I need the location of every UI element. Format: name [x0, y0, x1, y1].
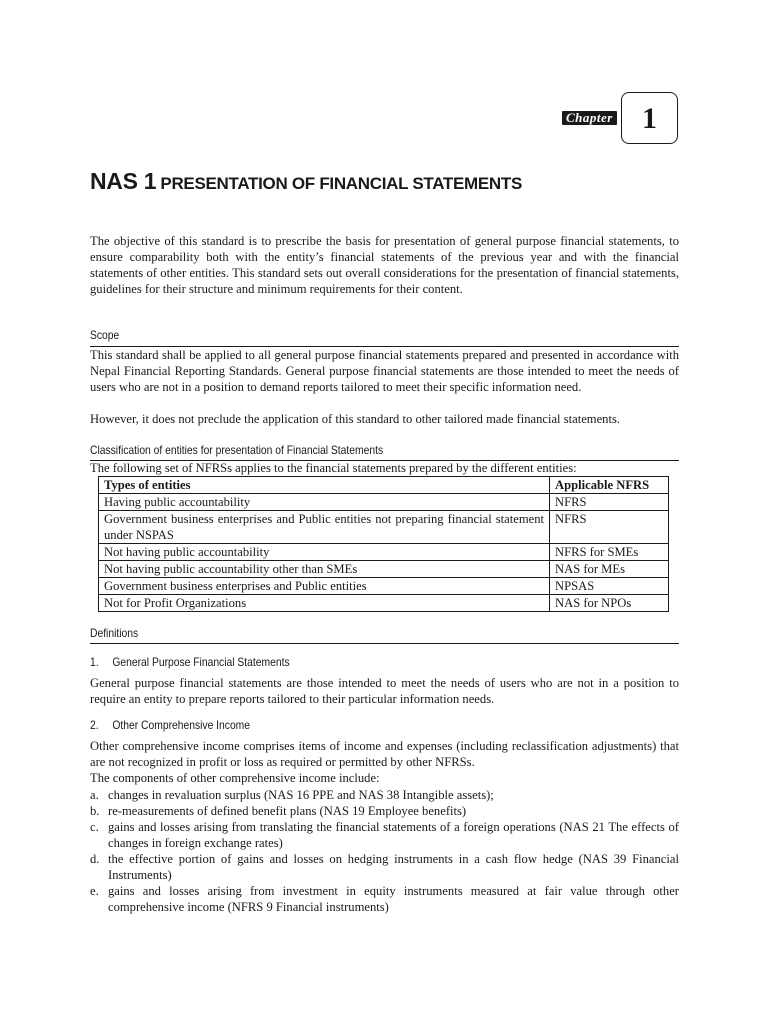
list-item-text: gains and losses arising from investment in equity instruments measured at fair value through other comprehensive income (NFRS 9 Financial instruments) [108, 884, 679, 914]
table-cell: NAS for NPOs [550, 595, 669, 612]
title-rest: PRESENTATION OF FINANCIAL STATEMENTS [160, 174, 523, 193]
definition-2-title: Other Comprehensive Income [112, 718, 251, 732]
list-item-text: changes in revaluation surplus (NAS 16 PPE and NAS 38 Intangible assets); [108, 788, 494, 802]
table-cell: Not for Profit Organizations [99, 595, 550, 612]
list-item-text: the effective portion of gains and losses on hedging instruments in a cash flow hedge (NAS 39 Financial Instruments) [108, 852, 679, 882]
definition-2-number: 2. [90, 718, 99, 732]
table-cell: Government business enterprises and Public entities [99, 578, 550, 595]
scope-paragraph-2: However, it does not preclude the application of this standard to other tailored made financial statements. [90, 412, 621, 426]
list-item [90, 787, 679, 803]
definition-1-heading [90, 655, 290, 669]
table-row [99, 544, 669, 561]
definitions-heading: Definitions [90, 626, 139, 640]
table-cell: Government business enterprises and Public entities not preparing financial statement under NSPAS [99, 511, 550, 544]
list-marker: c. [90, 820, 99, 834]
title-prefix: NAS 1 [90, 168, 157, 194]
classification-heading: Classification of entities for presentation of Financial Statements [90, 443, 384, 457]
table-row [99, 578, 669, 595]
list-item [90, 803, 679, 819]
list-item-text: re-measurements of defined benefit plans (NAS 19 Employee benefits) [108, 804, 467, 818]
components-list [90, 787, 679, 915]
table-row [99, 595, 669, 612]
intro-paragraph: The objective of this standard is to prescribe the basis for presentation of general purpose financial statements, to ensure comparability both with the entity’s financial statements of the previous year and with the financial statements of other entities. This standard sets out overall considerations for the presentation of financial statements, guidelines for their structure and minimum requirements for their content. [90, 234, 679, 296]
list-item [90, 819, 679, 851]
definition-1-text: General purpose financial statements are those intended to meet the needs of users who are not in a position to require an entity to prepare reports tailored to their particular information needs. [90, 676, 679, 706]
list-marker: a. [90, 788, 99, 802]
definition-2-components-intro: The components of other comprehensive income include: [90, 771, 380, 785]
list-item-text: gains and losses arising from translating the financial statements of a foreign operations (NAS 21 The effects of changes in foreign exchange rates) [108, 820, 679, 850]
list-marker: e. [90, 884, 99, 898]
table-cell: Having public accountability [99, 494, 550, 511]
scope-heading: Scope [90, 328, 120, 342]
entities-table [98, 476, 669, 612]
classification-intro: The following set of NFRSs applies to the financial statements prepared by the different entities: [90, 461, 577, 475]
table-cell: NFRS [550, 511, 669, 544]
definition-2-heading [90, 718, 250, 732]
table-cell: Not having public accountability other than SMEs [99, 561, 550, 578]
table-row [99, 561, 669, 578]
list-item [90, 883, 679, 915]
column-header: Types of entities [99, 477, 550, 494]
definition-2-text: Other comprehensive income comprises items of income and expenses (including reclassification adjustments) that are not recognized in profit or loss as required or permitted by other NFRSs. [90, 739, 679, 769]
table-cell: NFRS for SMEs [550, 544, 669, 561]
chapter-number: 1 [621, 92, 678, 144]
column-header: Applicable NFRS [550, 477, 669, 494]
table-cell: NPSAS [550, 578, 669, 595]
definition-1-title: General Purpose Financial Statements [112, 655, 290, 669]
definition-1-number: 1. [90, 655, 99, 669]
table-row [99, 511, 669, 544]
list-item [90, 851, 679, 883]
table-cell: NFRS [550, 494, 669, 511]
scope-paragraph-1: This standard shall be applied to all general purpose financial statements prepared and presented in accordance with Nepal Financial Reporting Standards. General purpose financial statements are those intended to meet the needs of users who are not in a position to demand reports tailored to meet their specific information need. [90, 348, 679, 394]
table-cell: Not having public accountability [99, 544, 550, 561]
table-row [99, 494, 669, 511]
list-marker: b. [90, 804, 100, 818]
chapter-label: Chapter [562, 111, 617, 125]
definitions-rule [90, 643, 679, 644]
list-marker: d. [90, 852, 100, 866]
table-cell: NAS for MEs [550, 561, 669, 578]
page-title [90, 168, 522, 195]
table-header-row [99, 477, 669, 494]
